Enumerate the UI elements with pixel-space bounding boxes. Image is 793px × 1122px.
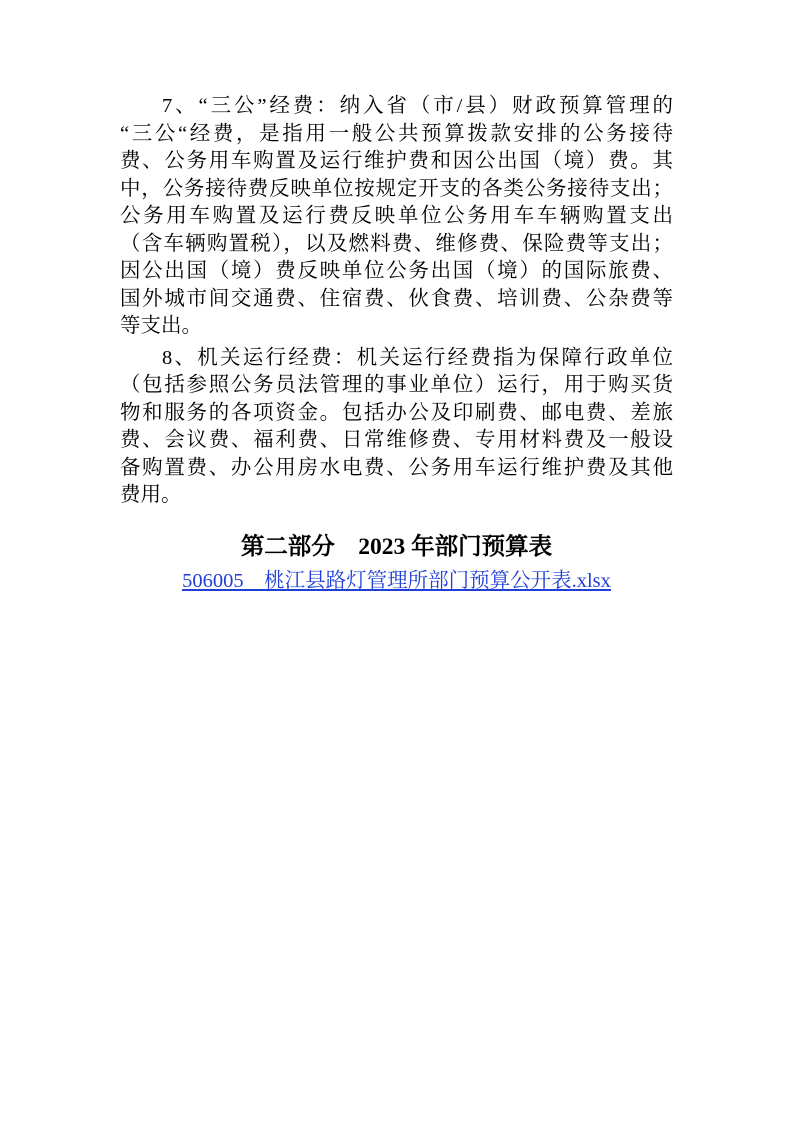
paragraph-line: （包括参照公务员法管理的事业单位）运行，用于购买货 — [120, 374, 673, 396]
paragraph-line: 公务用车购置及运行费反映单位公务用车车辆购置支出 — [120, 205, 673, 227]
paragraph-line: （含车辆购置税），以及燃料费、维修费、保险费等支出； — [120, 232, 673, 255]
attachment-file-link[interactable]: 506005 桃江县路灯管理所部门预算公开表.xlsx — [182, 570, 611, 592]
paragraph-line: 物和服务的各项资金。包括办公及印刷费、邮电费、差旅 — [120, 401, 673, 424]
paragraph-line: 等支出。 — [120, 315, 202, 337]
attachment-link-row — [0, 567, 793, 595]
paragraph-line: 国外城市间交通费、住宿费、伙食费、培训费、公杂费等 — [120, 287, 673, 310]
section-heading: 第二部分 2023 年部门预算表 — [240, 534, 553, 560]
paragraph-operating-expenses — [120, 345, 673, 510]
paragraph-line: 费用。 — [120, 484, 182, 506]
paragraph-line: 7、“三公”经费：纳入省（市/县）财政预算管理的 — [162, 95, 673, 117]
paragraph-line: 因公出国（境）费反映单位公务出国（境）的国际旅费、 — [120, 260, 673, 282]
paragraph-three-public-expenses — [120, 93, 673, 341]
paragraph-line: 中，公务接待费反映单位按规定开支的各类公务接待支出； — [120, 177, 673, 200]
paragraph-line: 备购置费、办公用房水电费、公务用车运行维护费及其他 — [120, 456, 673, 479]
document-body — [120, 93, 673, 510]
paragraph-line: 费、公务用车购置及运行维护费和因公出国（境）费。其 — [120, 150, 673, 172]
paragraph-line: 费、会议费、福利费、日常维修费、专用材料费及一般设 — [120, 429, 673, 451]
paragraph-line: 8、机关运行经费：机关运行经费指为保障行政单位 — [162, 346, 673, 369]
paragraph-line: “三公“经费，是指用一般公共预算拨款安排的公务接待 — [120, 122, 673, 145]
